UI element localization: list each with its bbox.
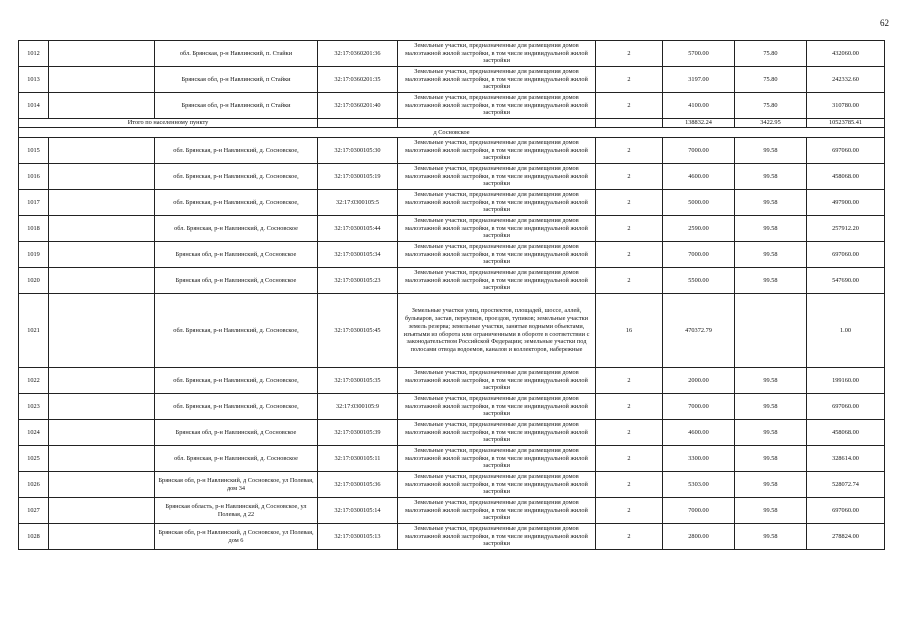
use-group-cell: 2 [596, 368, 663, 394]
land-use-cell: Земельные участки, предназначенные для размещения домов малоэтажной жилой застройки, в том числе индивидуальной жилой застройки [398, 472, 596, 498]
address-cell: обл. Брянская, р-н Навлинский, д. Сосновское, [155, 190, 318, 216]
land-use-cell: Земельные участки, предназначенные для размещения домов малоэтажной жилой застройки, в том числе индивидуальной жилой застройки [398, 67, 596, 93]
area-cell: 4600.00 [663, 164, 735, 190]
area-cell: 2000.00 [663, 368, 735, 394]
use-group-cell: 2 [596, 216, 663, 242]
use-group-cell: 2 [596, 446, 663, 472]
cadastral-value-cell: 547690.00 [807, 268, 885, 294]
specific-value-cell: 99.58 [735, 472, 807, 498]
empty-cell [49, 498, 155, 524]
address-cell: Брянская обл, р-н Навлинский, п Стайки [155, 67, 318, 93]
use-group-cell: 16 [596, 294, 663, 368]
area-cell: 5000.00 [663, 190, 735, 216]
cadastral-number-cell: 32:17:0300105:11 [318, 446, 398, 472]
land-use-cell: Земельные участки, предназначенные для размещения домов малоэтажной жилой застройки, в том числе индивидуальной жилой застройки [398, 216, 596, 242]
row-number: 1012 [19, 41, 49, 67]
cadastral-number-cell: 32:17:0300105:45 [318, 294, 398, 368]
address-cell: обл. Брянская, р-н Навлинский, д. Сосновское [155, 446, 318, 472]
land-use-cell: Земельные участки, предназначенные для размещения домов малоэтажной жилой застройки, в том числе индивидуальной жилой застройки [398, 420, 596, 446]
area-cell: 2800.00 [663, 524, 735, 550]
row-number: 1014 [19, 93, 49, 119]
area-cell: 3197.00 [663, 67, 735, 93]
specific-value-cell: 75.80 [735, 67, 807, 93]
address-cell: Брянская обл, р-н Навлинский, д Сосновское [155, 420, 318, 446]
cadastral-number-cell: 32:17:0300105:35 [318, 368, 398, 394]
empty-cell [49, 41, 155, 67]
use-group-cell: 2 [596, 420, 663, 446]
area-cell: 4600.00 [663, 420, 735, 446]
use-group-cell: 2 [596, 41, 663, 67]
specific-value-cell: 99.58 [735, 190, 807, 216]
table-total-section [19, 119, 885, 138]
table-row [19, 164, 885, 190]
row-number: 1016 [19, 164, 49, 190]
table-row [19, 394, 885, 420]
address-cell: обл. Брянская, р-н Навлинский, д. Сосновское, [155, 394, 318, 420]
area-cell: 5303.00 [663, 472, 735, 498]
use-group-cell: 2 [596, 394, 663, 420]
specific-value-cell: 99.58 [735, 242, 807, 268]
table-row [19, 216, 885, 242]
empty-cell [49, 242, 155, 268]
cadastral-number-cell: 32:17:0300105:36 [318, 472, 398, 498]
use-group-cell: 2 [596, 67, 663, 93]
empty-cell [49, 524, 155, 550]
area-cell: 3300.00 [663, 446, 735, 472]
empty-cell [49, 216, 155, 242]
empty-cell [49, 138, 155, 164]
row-number: 1020 [19, 268, 49, 294]
cadastral-number-cell: 32:17:0300105:19 [318, 164, 398, 190]
cadastral-value-cell: 497900.00 [807, 190, 885, 216]
area-cell: 7000.00 [663, 394, 735, 420]
row-number: 1023 [19, 394, 49, 420]
address-cell: обл. Брянская, р-н Навлинский, д. Сосновское, [155, 368, 318, 394]
address-cell: обл. Брянская, р-н Навлинский, д. Сосновское [155, 216, 318, 242]
empty-cell [49, 268, 155, 294]
address-cell: Брянская обл, р-н Навлинский, д Сосновское [155, 268, 318, 294]
cadastral-value-cell: 310780.00 [807, 93, 885, 119]
cadastral-value-cell: 697060.00 [807, 242, 885, 268]
area-cell: 7000.00 [663, 498, 735, 524]
empty-cell [49, 368, 155, 394]
table-row [19, 67, 885, 93]
specific-value-cell: 75.80 [735, 41, 807, 67]
table-row [19, 498, 885, 524]
area-cell: 5500.00 [663, 268, 735, 294]
use-group-cell: 2 [596, 472, 663, 498]
table-row [19, 446, 885, 472]
area-cell: 470372.79 [663, 294, 735, 368]
use-group-cell: 2 [596, 93, 663, 119]
cadastral-value-cell: 432060.00 [807, 41, 885, 67]
use-group-cell: 2 [596, 524, 663, 550]
specific-value-cell: 75.80 [735, 93, 807, 119]
empty-cell [49, 446, 155, 472]
land-use-cell: Земельные участки, предназначенные для размещения домов малоэтажной жилой застройки, в том числе индивидуальной жилой застройки [398, 138, 596, 164]
cadastral-value-cell: 1.00 [807, 294, 885, 368]
land-use-cell: Земельные участки, предназначенные для размещения домов малоэтажной жилой застройки, в том числе индивидуальной жилой застройки [398, 242, 596, 268]
cadastral-value-cell: 528072.74 [807, 472, 885, 498]
total-specific: 3422.95 [735, 119, 807, 128]
row-number: 1022 [19, 368, 49, 394]
specific-value-cell: 99.58 [735, 394, 807, 420]
table-body-after-total [19, 138, 885, 550]
area-cell: 7000.00 [663, 242, 735, 268]
cadastral-number-cell: 32:17:0300105:39 [318, 420, 398, 446]
empty-cell [49, 93, 155, 119]
total-area: 138832.24 [663, 119, 735, 128]
cadastral-number-cell: 32:17:0360201:40 [318, 93, 398, 119]
cadastral-number-cell: 32:17:0300105:30 [318, 138, 398, 164]
area-cell: 2590.00 [663, 216, 735, 242]
use-group-cell: 2 [596, 498, 663, 524]
cadastral-number-cell: 32:17:0300105:14 [318, 498, 398, 524]
address-cell: Брянская область, р-н Навлинский, д Сосновское, ул Полевая, д 22 [155, 498, 318, 524]
use-group-cell: 2 [596, 164, 663, 190]
total-empty-cell [596, 119, 663, 128]
address-cell: Брянская обл, р-н Навлинский, д Сосновское [155, 242, 318, 268]
land-use-cell: Земельные участки, предназначенные для размещения домов малоэтажной жилой застройки, в том числе индивидуальной жилой застройки [398, 93, 596, 119]
cadastral-value-cell: 697060.00 [807, 138, 885, 164]
empty-cell [49, 67, 155, 93]
empty-cell [49, 472, 155, 498]
empty-cell [49, 190, 155, 216]
row-number: 1027 [19, 498, 49, 524]
land-use-cell: Земельные участки улиц, проспектов, площадей, шоссе, аллей, бульваров, застав, переулков, проездов, тупиков; земельные участки земель резерва; земельные участки, занятые водными объектами, изъятыми из оборота или ограниченными в обороте в соответствии с законодательством Российской Федерации; земельные участки под полосами отвода водоемов, каналов и коллекторов, набережные [398, 294, 596, 368]
table-row [19, 242, 885, 268]
row-number: 1017 [19, 190, 49, 216]
land-use-cell: Земельные участки, предназначенные для размещения домов малоэтажной жилой застройки, в том числе индивидуальной жилой застройки [398, 268, 596, 294]
cadastral-value-cell: 328614.00 [807, 446, 885, 472]
land-use-cell: Земельные участки, предназначенные для размещения домов малоэтажной жилой застройки, в том числе индивидуальной жилой застройки [398, 446, 596, 472]
cadastral-value-cell: 278824.00 [807, 524, 885, 550]
land-use-cell: Земельные участки, предназначенные для размещения домов малоэтажной жилой застройки, в том числе индивидуальной жилой застройки [398, 41, 596, 67]
specific-value-cell: 99.58 [735, 498, 807, 524]
row-number: 1024 [19, 420, 49, 446]
use-group-cell: 2 [596, 138, 663, 164]
land-use-cell: Земельные участки, предназначенные для размещения домов малоэтажной жилой застройки, в том числе индивидуальной жилой застройки [398, 190, 596, 216]
cadastral-value-cell: 242332.60 [807, 67, 885, 93]
table-body-before-total [19, 41, 885, 119]
address-cell: Брянская обл, р-н Навлинский, д Сосновское, ул Полевая, дом 6 [155, 524, 318, 550]
empty-cell [49, 394, 155, 420]
area-cell: 7000.00 [663, 138, 735, 164]
page-number: 62 [880, 18, 889, 28]
cadastral-number-cell: 32:17:0300105:13 [318, 524, 398, 550]
specific-value-cell: 99.58 [735, 216, 807, 242]
row-number: 1025 [19, 446, 49, 472]
land-use-cell: Земельные участки, предназначенные для размещения домов малоэтажной жилой застройки, в том числе индивидуальной жилой застройки [398, 524, 596, 550]
cadastral-value-cell: 697060.00 [807, 498, 885, 524]
cadastral-number-cell: 32:17:0360201:36 [318, 41, 398, 67]
specific-value-cell: 99.58 [735, 420, 807, 446]
table-row [19, 420, 885, 446]
table-row [19, 138, 885, 164]
table-row [19, 41, 885, 67]
address-cell: Брянская обл, р-н Навлинский, п Стайки [155, 93, 318, 119]
empty-cell [49, 420, 155, 446]
locality-name: д Сосновское [19, 128, 885, 138]
row-number: 1026 [19, 472, 49, 498]
table-row [19, 368, 885, 394]
cadastral-value-cell: 458068.00 [807, 164, 885, 190]
area-cell: 5700.00 [663, 41, 735, 67]
land-register-table [18, 40, 885, 550]
specific-value-cell: 99.58 [735, 368, 807, 394]
address-cell: обл. Брянская, р-н Навлинский, п. Стайки [155, 41, 318, 67]
cadastral-value-cell: 257912.20 [807, 216, 885, 242]
cadastral-value-cell: 697060.00 [807, 394, 885, 420]
locality-row [19, 128, 885, 138]
table-row [19, 294, 885, 368]
cadastral-value-cell: 458068.00 [807, 420, 885, 446]
cadastral-number-cell: 32:17:0300105:9 [318, 394, 398, 420]
cadastral-value-cell: 199160.00 [807, 368, 885, 394]
cadastral-number-cell: 32:17:0300105:23 [318, 268, 398, 294]
cadastral-number-cell: 32:17:0300105:44 [318, 216, 398, 242]
specific-value-cell: 99.58 [735, 524, 807, 550]
empty-cell [49, 294, 155, 368]
row-number: 1019 [19, 242, 49, 268]
row-number: 1015 [19, 138, 49, 164]
specific-value-cell [735, 294, 807, 368]
address-cell: Брянская обл, р-н Навлинский, д Сосновское, ул Полевая, дом 34 [155, 472, 318, 498]
row-number: 1021 [19, 294, 49, 368]
land-use-cell: Земельные участки, предназначенные для размещения домов малоэтажной жилой застройки, в том числе индивидуальной жилой застройки [398, 394, 596, 420]
total-row [19, 119, 885, 128]
specific-value-cell: 99.58 [735, 164, 807, 190]
row-number: 1018 [19, 216, 49, 242]
specific-value-cell: 99.58 [735, 138, 807, 164]
cadastral-number-cell: 32:17:0300105:34 [318, 242, 398, 268]
cadastral-number-cell: 32:17:0300105:5 [318, 190, 398, 216]
specific-value-cell: 99.58 [735, 268, 807, 294]
total-label: Итого по населенному пункту [19, 119, 318, 128]
address-cell: обл. Брянская, р-н Навлинский, д. Сосновское, [155, 164, 318, 190]
table-row [19, 524, 885, 550]
land-use-cell: Земельные участки, предназначенные для размещения домов малоэтажной жилой застройки, в том числе индивидуальной жилой застройки [398, 164, 596, 190]
total-value: 10523785.41 [807, 119, 885, 128]
total-empty-cell [398, 119, 596, 128]
table-row [19, 190, 885, 216]
row-number: 1013 [19, 67, 49, 93]
table-row [19, 472, 885, 498]
address-cell: обл. Брянская, р-н Навлинский, д. Сосновское, [155, 294, 318, 368]
area-cell: 4100.00 [663, 93, 735, 119]
use-group-cell: 2 [596, 242, 663, 268]
use-group-cell: 2 [596, 190, 663, 216]
address-cell: обл. Брянская, р-н Навлинский, д. Сосновское, [155, 138, 318, 164]
cadastral-number-cell: 32:17:0360201:35 [318, 67, 398, 93]
land-use-cell: Земельные участки, предназначенные для размещения домов малоэтажной жилой застройки, в том числе индивидуальной жилой застройки [398, 368, 596, 394]
total-empty-cell [318, 119, 398, 128]
empty-cell [49, 164, 155, 190]
table-row [19, 93, 885, 119]
specific-value-cell: 99.58 [735, 446, 807, 472]
land-use-cell: Земельные участки, предназначенные для размещения домов малоэтажной жилой застройки, в том числе индивидуальной жилой застройки [398, 498, 596, 524]
use-group-cell: 2 [596, 268, 663, 294]
row-number: 1028 [19, 524, 49, 550]
table-row [19, 268, 885, 294]
